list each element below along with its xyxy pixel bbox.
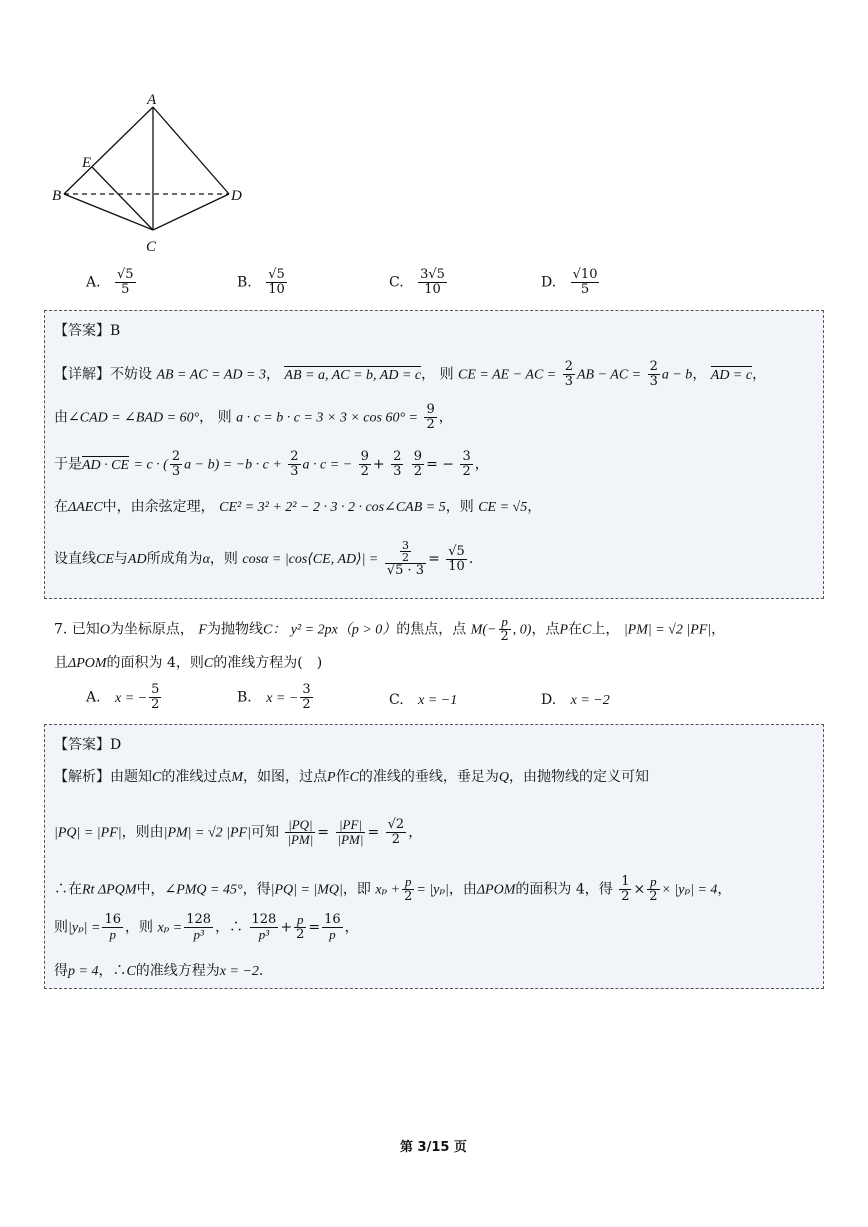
q7-answer-line: 【答案】D bbox=[54, 737, 122, 753]
q7-analysis-line5: 得p = 4，∴C的准线方程为x = −2. bbox=[54, 963, 264, 979]
edge-CD bbox=[153, 194, 229, 230]
q7-analysis-line3: ∴在Rt ΔPQM中，∠PMQ = 45°，得|PQ| = |MQ|，即 xₚ + $\frac{p}{2}$ = |yₚ|，由ΔPOM的面积为 4，得 $\frac{1}{2}$ × $\frac{p}{2}$ × |yₚ| = 4， bbox=[54, 874, 732, 904]
q7-stem-line1: 7. 已知O为坐标原点， F为抛物线C： y² = 2px（p > 0）的焦点，点 M(− $\frac{p}{2}$ , 0)，点P在C上， |PM| = √2 |PF|， bbox=[54, 614, 726, 644]
q6-detail-line3: 于是AD · CE = c · ( $\frac{2}{3}$ a − b) = −b · c + $\frac{2}{3}$ a · c = − $\frac{9}{2}$ + $\frac{2}{3}$ $\frac{9}{2}$ = − $\frac{3}{2}$ ， bbox=[54, 449, 489, 479]
edge-BC bbox=[64, 194, 153, 230]
label-D: D bbox=[231, 188, 242, 204]
q6-detail-line2: 由∠CAD = ∠BAD = 60°， 则 a · c = b · c = 3 × 3 × cos 60° = $\frac{9}{2}$ ， bbox=[54, 402, 453, 432]
edge-AD bbox=[153, 107, 229, 194]
q7-option-c[interactable]: C. x = −1 bbox=[389, 692, 458, 708]
label-C: C bbox=[146, 239, 157, 255]
q7-option-b[interactable]: B. x = − $\frac{3}{2}$ bbox=[237, 682, 311, 712]
q6-detail-line5: 设直线CE与AD所成角为α，则 cosα = |cos⟨CE, AD⟩| = $\frac{\frac{3}{2}}{√5 \cdot 3}$ = $\frac{√5}{10}$ . bbox=[54, 539, 474, 578]
q6-detail-line1: 【详解】不妨设 AB = AC = AD = 3， AB = a, AC = b, AD = c， 则 CE = AE − AC = $\frac{2}{3}$ AB − AC = $\frac{2}{3}$ a − b， AD = c， bbox=[54, 359, 767, 389]
edge-AB bbox=[64, 107, 153, 194]
q7-analysis-line2: |PQ| = |PF|，则由|PM| = √2 |PF|可知 $\frac{|PQ|}{|PM|}$ = $\frac{|PF|}{|PM|}$ = $\frac{√2}{2}$ ， bbox=[54, 817, 423, 847]
label-E: E bbox=[82, 155, 92, 171]
q6-option-d[interactable]: D. $\frac{√10}{5}$ bbox=[541, 267, 598, 297]
q6-option-a[interactable]: A. $\frac{√5}{5}$ bbox=[86, 267, 134, 297]
page-number: 第 3/15 页 bbox=[400, 1140, 467, 1155]
segment-EC bbox=[92, 167, 153, 230]
tetrahedron-figure bbox=[50, 90, 250, 260]
q6-option-b[interactable]: B. $\frac{√5}{10}$ bbox=[237, 267, 285, 297]
q7-option-d[interactable]: D. x = −2 bbox=[541, 692, 610, 708]
q7-answer-box bbox=[44, 724, 824, 989]
label-A: A bbox=[147, 92, 157, 108]
q7-analysis-line4: 则|yₚ| = $\frac{16}{p}$ ，则 xₚ = $\frac{128}{\text{p³}}$ ，∴ $\frac{128}{\text{p³}}$ + $\frac{p}{2}$ = $\frac{16}{p}$ ， bbox=[54, 912, 359, 942]
q6-answer-line: 【答案】B bbox=[54, 323, 121, 339]
label-B: B bbox=[52, 188, 62, 204]
q7-analysis-line1: 【解析】由题知C的准线过点M，如图，过点P作C的准线的垂线，垂足为Q，由抛物线的定义可知 bbox=[54, 769, 650, 785]
q7-stem-line2: 且ΔPOM的面积为 4，则C的准线方程为( ) bbox=[54, 655, 323, 671]
q6-option-c[interactable]: C. $\frac{3√5}{10}$ bbox=[389, 267, 445, 297]
q6-detail-line4: 在ΔAEC中，由余弦定理， CE² = 3² + 2² − 2 · 3 · 2 · cos∠CAB = 5，则 CE = √5， bbox=[54, 499, 542, 515]
q7-option-a[interactable]: A. x = − $\frac{5}{2}$ bbox=[86, 682, 160, 712]
